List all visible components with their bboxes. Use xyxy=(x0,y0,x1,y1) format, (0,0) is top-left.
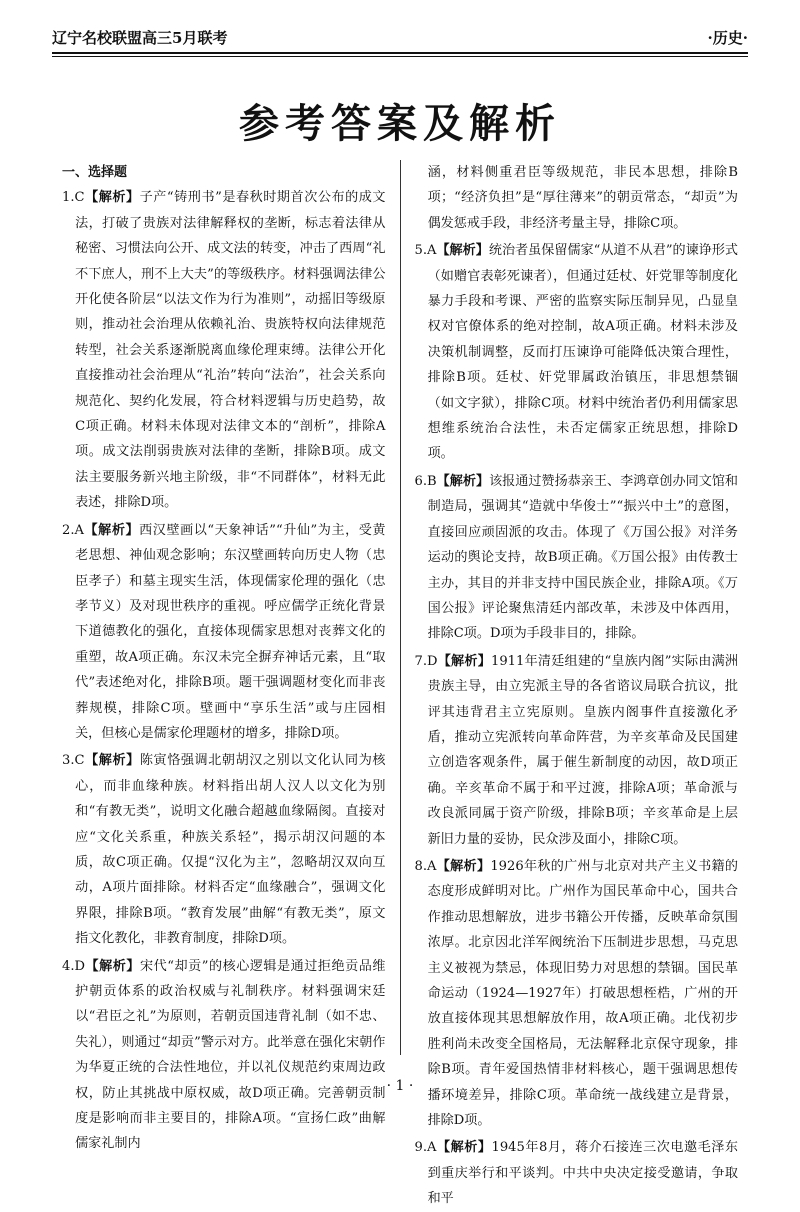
page-title: 参考答案及解析 xyxy=(239,101,561,147)
analysis-text: 1911年清廷组建的“皇族内阁”实际由满洲贵族主导，由立宪派主导的各省谘议局联合抗议，批评其违背君主立宪原则。皇族内阁事件直接激化矛盾，推动立宪派转向革命阵营，为辛亥革命及民国建立创造客观条件，属于催生新制度的动因，故D项正确。辛亥革命不属于和平过渡，排除A项；革命派与改良派同属于资产阶级，排除B项；辛亥革命是上层新旧力量的妥协，民众涉及面小，排除C项。 xyxy=(427,653,738,847)
answer-number: 6.B xyxy=(414,473,437,489)
answer-item xyxy=(62,185,386,515)
analysis-text: 子产“铸刑书”是春秋时期首次公布的成文法，打破了贵族对法律解释权的垄断，标志着法律从秘密、习惯法向公开、成文法的转变，冲击了西周“礼不下庶人，刑不上大夫”的等级秩序。材料强调法律公开化使各阶层“以法文作为行为准则”，动摇旧等级原则，推动社会治理从依赖礼治、贵族特权向法律规范转型，社会关系逐渐脱离血缘伦理束缚。法律公开化直接推动社会治理从“礼治”转向“法治”，社会关系向规范化、契约化发展，符合材料逻辑与历史趋势，故C项正确。材料未体现对法律文本的“剖析”，排除A项。成文法削弱贵族对法律的垄断，排除B项。成文法主要服务新兴地主阶级，非“不同群体”，材料无此表述，排除D项。 xyxy=(75,190,386,511)
analysis-tag: 【解析】 xyxy=(437,653,492,669)
analysis-tag: 【解析】 xyxy=(83,522,140,538)
section-heading: 一、选择题 xyxy=(62,165,128,180)
analysis-tag: 【解析】 xyxy=(436,858,491,874)
answer-item xyxy=(415,469,739,647)
header-rule-thin xyxy=(52,56,748,57)
analysis-text: 宋代“却贡”的核心逻辑是通过拒绝贡品维护朝贡体系的政治权威与礼制秩序。材料强调宋廷以“君臣之礼”为原则，若朝贡国违背礼制（如不忠、失礼），则通过“却贡”警示对方。此举意在强化宋朝作为华夏正统的合法性地位，并以礼仪规范约束周边政权，防止其挑战中原权威，故D项正确。完善朝贡制度是影响而非主要目的，排除A项。“宣扬仁政”曲解儒家礼制内 xyxy=(75,958,386,1152)
answer-number: 9.A xyxy=(414,1140,437,1156)
answer-number: 4.D xyxy=(62,958,85,974)
exam-name: 辽宁名校联盟高三5月联考 xyxy=(52,29,228,47)
answer-item xyxy=(62,518,386,747)
analysis-text: 1945年8月，蒋介石接连三次电邀毛泽东到重庆举行和平谈判。中共中央决定接受邀请，争取和平 xyxy=(427,1140,739,1207)
analysis-text: 陈寅恪强调北朝胡汉之别以文化认同为核心，而非血缘种族。材料指出胡人汉人以文化为别和“有教无类”，说明文化融合超越血缘隔阂。直接对应“文化关系重，种族关系轻”，揭示胡汉问题的本质，故C项正确。仅提“汉化为主”，忽略胡汉双向互动，A项片面排除。材料否定“血缘融合”，强调文化界限，排除B项。“教育发展”曲解“有教无类”，原文指文化教化，非教育制度，排除D项。 xyxy=(75,753,386,947)
answer-number: 7.D xyxy=(414,653,438,669)
answer-item xyxy=(415,238,739,467)
answer-number: 3.C xyxy=(62,753,85,769)
analysis-tag: 【解析】 xyxy=(84,753,140,769)
answer-columns xyxy=(62,160,739,1207)
page-number: · 1 · xyxy=(386,1078,414,1094)
answer-item xyxy=(62,954,386,1157)
header-rule xyxy=(52,52,748,54)
answer-item xyxy=(415,1135,739,1211)
analysis-tag: 【解析】 xyxy=(436,473,490,489)
answer-item xyxy=(415,649,739,852)
answer-number: 8.A xyxy=(414,858,437,874)
answer-number: 2.A xyxy=(62,522,84,538)
analysis-tag: 【解析】 xyxy=(436,1140,492,1156)
analysis-text: 1926年秋的广州与北京对共产主义书籍的态度形成鲜明对比。广州作为国民革命中心，国共合作推动思想解放，进步书籍公开传播，反映革命氛围浓厚。北京因北洋军阀统治下压制进步思想，马克思主义被视为禁忌，体现旧势力对思想的禁锢。国民革命运动（1924—1927年）打破思想桎梏，广州的开放直接体现其思想解放作用，故A项正确。北伐初步胜利尚未改变全国格局，无法解释北京保守现象，排除B项。青年爱国热情非材料核心，题干强调思想传播环境差异，排除C项。革命统一战线建立是背景，排除D项。 xyxy=(427,858,738,1129)
analysis-tag: 【解析】 xyxy=(85,958,141,974)
subject-label: ·历史· xyxy=(707,29,748,47)
analysis-text: 涵，材料侧重君臣等级规范，非民本思想，排除B项；“经济负担”是“厚往薄来”的朝贡常态，“却贡”为偶发惩戒手段，非经济考量主导，排除C项。 xyxy=(427,165,738,231)
answer-item xyxy=(415,160,739,236)
answer-number: 1.C xyxy=(62,190,85,206)
column-divider xyxy=(400,160,401,1055)
analysis-text: 该报通过赞扬恭亲王、李鸿章创办同文馆和制造局，强调其“造就中华俊士”“振兴中土”的意图，直接回应顽固派的攻击。体现了《万国公报》对洋务运动的舆论支持，故B项正确。《万国公报》由传教士主办，其目的并非支持中国民族企业，排除A项。《万国公报》评论聚焦清廷内部改革，未涉及中体西用，排除C项。D项为手段非目的，排除。 xyxy=(427,473,739,642)
right-column xyxy=(414,160,739,1207)
analysis-tag: 【解析】 xyxy=(436,243,489,259)
analysis-text: 统治者虽保留儒家“从道不从君”的谏诤形式（如赠官表彰死谏者），但通过廷杖、奸党罪等制度化暴力手段和考课、严密的监察实际压制异见，凸显皇权对官僚体系的绝对控制，故A项正确。材料未涉及决策机制调整，反而打压谏诤可能降低决策合理性，排除B项。廷杖、奸党罪属政治镇压，非思想禁锢（如文字狱），排除C项。材料中统治者仍利用儒家思想维系统治合法性，未否定儒家正统思想，排除D项。 xyxy=(427,243,739,462)
left-column xyxy=(62,160,386,1152)
page-header xyxy=(52,20,748,48)
analysis-text: 西汉壁画以“天象神话”“升仙”为主，受黄老思想、神仙观念影响；东汉壁画转向历史人物（忠臣孝子）和墓主现实生活，体现儒家伦理的强化（忠孝节义）及对现世秩序的重视。呼应儒学正统化背景下道德教化的强化，直接体现儒家思想对丧葬文化的重塑，故A项正确。东汉未完全摒弃神话元素，且“取代”表述绝对化，排除B项。题干强调题材变化而非丧葬规模，排除C项。壁画中“享乐生活”或与庄园相关，但核心是儒家伦理题材的增多，排除D项。 xyxy=(75,522,386,741)
analysis-tag: 【解析】 xyxy=(84,190,140,206)
answer-item xyxy=(62,748,386,951)
answer-number: 5.A xyxy=(414,243,437,259)
